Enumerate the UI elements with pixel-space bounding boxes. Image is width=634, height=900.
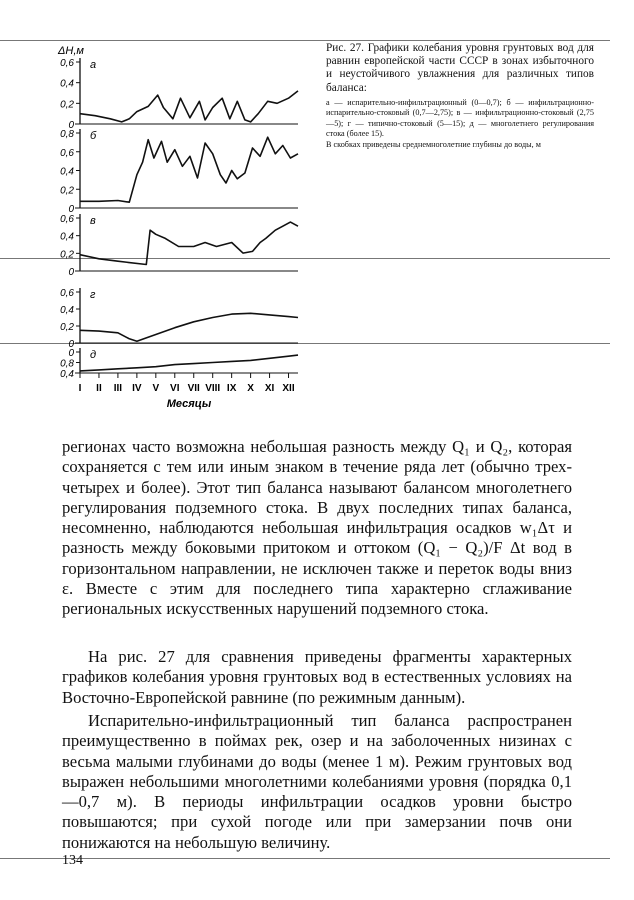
- series-line: [80, 313, 298, 341]
- y-tick-label: 0: [68, 348, 74, 359]
- paragraph-2-text: На рис. 27 для сравнения приведены фрагменты характерных графиков колебания уровня грунтовых вод в естественных условиях на Восточно-Европейской равнине (по режимным данным).: [62, 647, 572, 707]
- y-tick-label: 0: [68, 204, 74, 215]
- series-line: [80, 355, 298, 371]
- y-tick-label: 0,6: [60, 58, 74, 69]
- y-tick-label: 0,6: [60, 147, 74, 159]
- x-tick-label: IV: [132, 383, 142, 394]
- x-tick-label: I: [78, 383, 82, 394]
- x-tick-label: III: [113, 383, 123, 394]
- y-tick-label: 0: [68, 339, 74, 350]
- y-tick-label: 0,8: [60, 358, 74, 370]
- paragraph-1: [62, 437, 572, 620]
- y-tick-label: 0,4: [60, 231, 74, 243]
- x-tick-label: IX: [226, 383, 237, 394]
- panel-label: д: [90, 349, 97, 361]
- groundwater-level-chart: [40, 40, 310, 430]
- x-tick-label: VII: [187, 383, 200, 394]
- y-tick-label: 0,8: [60, 129, 74, 140]
- y-tick-label: 0: [68, 120, 74, 131]
- page-number: 134: [62, 853, 83, 868]
- x-tick-label: VIII: [205, 383, 221, 394]
- y-tick-label: 0,4: [60, 78, 74, 90]
- paragraph-3-text: Испарительно-инфильтрационный тип баланса распространен преимущественно в поймах рек, озер и на заболоченных низинах с весьма малыми глубинами до воды (менее 1 м). Режим грунтовых вод выражен небольшими многолетними колебаниями уровня (порядка 0,1—0,7 м). В периоды инфильтрации осадков уровни быстро повышаются; при сухой погоде или при замерзании почв они понижаются на небольшую величину.: [62, 711, 572, 852]
- caption-legend: а — испарительно-инфильтрационный (0—0,7); б — инфильтрационно-испарительно-стоковый (0,7—2,75); в — инфильтрационно-стоковый (2,75—5); г — типично-стоковый (5—15); д — многолетнего регулирования стока (более 15).: [326, 97, 594, 139]
- caption-main: Рис. 27. Графики колебания уровня грунтовых вод для равнин европейской части СССР в зонах избыточного и неустойчивого увлажнения для различных типов баланса:: [326, 42, 594, 94]
- x-tick-label: X: [247, 383, 254, 394]
- x-axis-label: Месяцы: [166, 398, 212, 410]
- x-tick-label: XII: [282, 383, 295, 394]
- y-tick-label: 0,4: [60, 166, 74, 178]
- y-tick-label: 0: [68, 267, 74, 278]
- x-tick-label: VI: [170, 383, 180, 394]
- y-tick-label: 0,4: [60, 305, 74, 316]
- y-tick-label: 0,2: [60, 249, 74, 261]
- series-line: [80, 91, 298, 122]
- y-tick-label: 0,6: [60, 288, 74, 299]
- figure-caption: [326, 42, 594, 150]
- x-tick-label: V: [152, 383, 160, 394]
- panel-label: в: [90, 215, 96, 227]
- y-tick-label: 0,4: [60, 369, 74, 380]
- caption-note: В скобках приведены среднемноголетние глубины до воды, м: [326, 139, 541, 149]
- panel-label: г: [90, 289, 96, 301]
- y-axis-label: ΔH,м: [58, 45, 84, 57]
- paragraph-3: [62, 711, 572, 853]
- x-tick-label: II: [96, 383, 102, 394]
- y-tick-label: 0,2: [60, 322, 74, 333]
- x-tick-label: XI: [264, 383, 275, 394]
- panel-label: а: [90, 59, 97, 71]
- paragraph-1-text: регионах часто возможна небольшая разность между Q₁ и Q₂, которая сохраняется с тем или иным знаком в течение ряда лет (обычно трех-четырех и более). Этот тип баланса называют балансом многолетнего регулирования подземного стока. В двух последних типах баланса, несомненно, наблюдаются небольшая инфильтрация осадков w₁Δτ и разность между боковыми притоком и оттоком (Q₁ − Q₂)/F Δt вод в горизонтальном направлении, не исключен также и переток воды вниз ε. Вместе с этим для последнего типа характерно сглаживание региональных искусственных нарушений подземного стока.: [62, 437, 572, 619]
- series-line: [80, 137, 298, 202]
- y-tick-label: 0,2: [60, 185, 74, 197]
- bottom-rule: [0, 858, 610, 859]
- series-line: [80, 222, 298, 264]
- y-tick-label: 0,2: [60, 99, 74, 111]
- y-tick-label: 0,6: [60, 214, 74, 225]
- panel-label: б: [90, 130, 97, 142]
- paragraph-2: [62, 647, 572, 708]
